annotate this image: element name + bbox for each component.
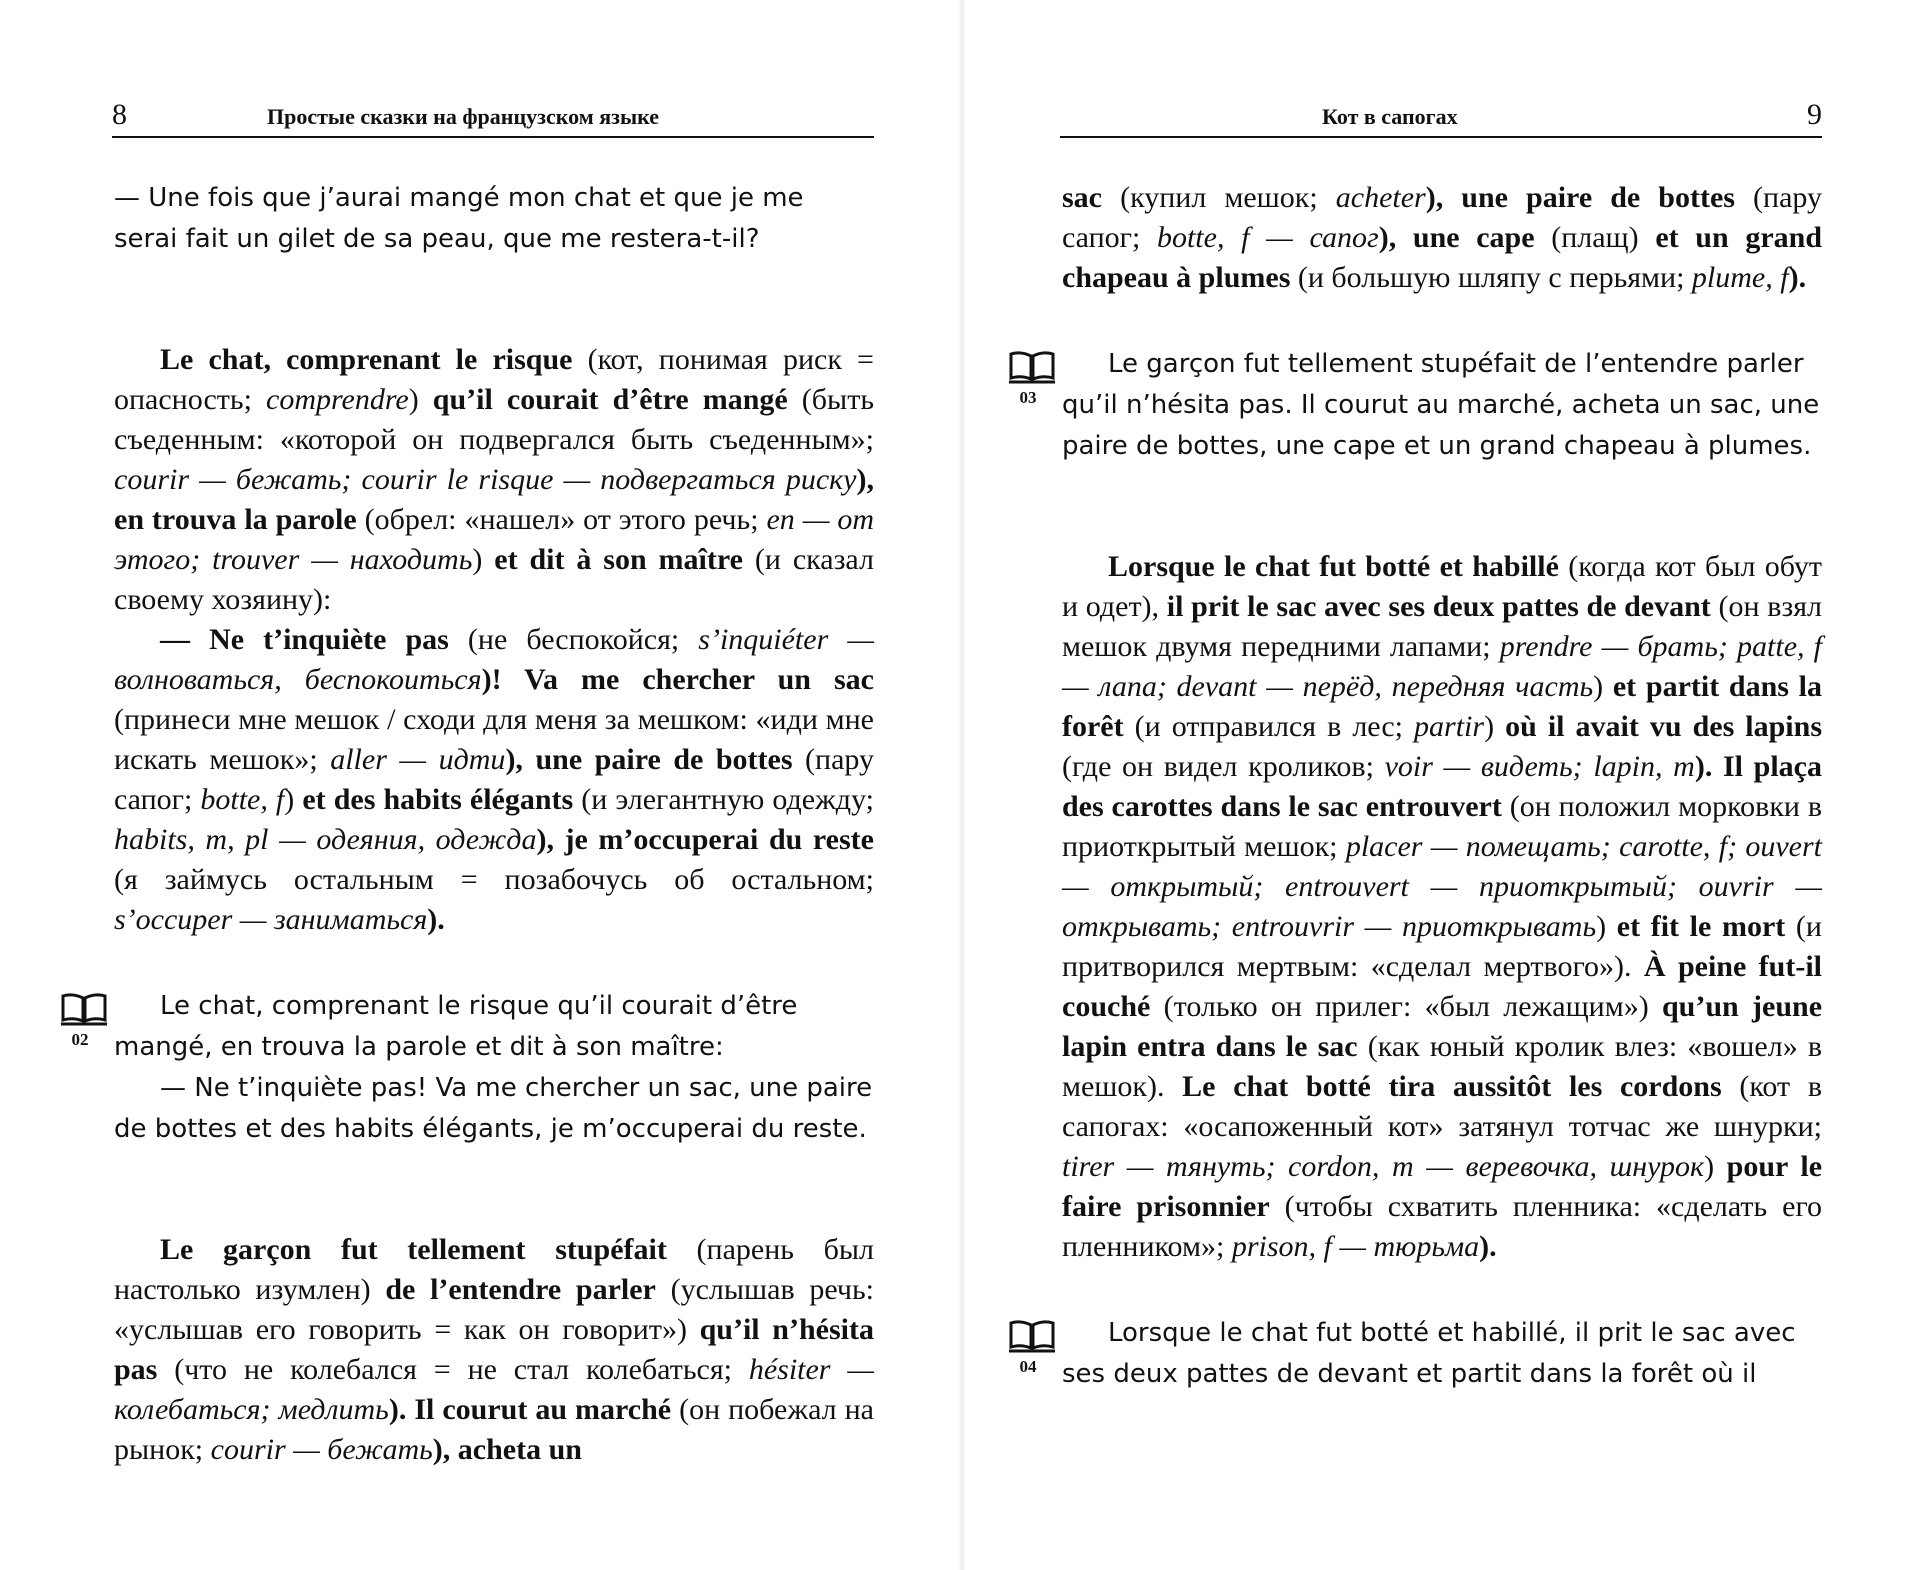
french-text-block <box>71 986 874 1150</box>
opening-dialogue <box>114 178 874 260</box>
french-line: — Ne t’inquiète pas! Va me chercher un sac, une paire <box>160 1073 873 1103</box>
audio-track-marker[interactable] <box>60 992 110 1050</box>
opening-line: serai fait un gilet de sa peau, que me restera-t-il? <box>114 224 760 254</box>
open-book-icon <box>1008 1319 1056 1353</box>
right-page-number: 9 <box>1807 98 1822 131</box>
french-text-block <box>1019 1313 1822 1395</box>
annotated-paragraph: Le chat, comprenant le risque (кот, понимая риск = опасность; comprendre) qu’il courait d’être mangé (быть съеденным: «которой он подвергался быть съеденным»; courir — бежать; courir le risque — подвергаться риску), en trouva la parole (обрел: «нашел» от этого речь; en — от этого; trouver — находить) et dit à son maître (и сказал своему хозяину): <box>114 343 875 616</box>
french-text-block <box>1019 344 1822 467</box>
french-line: Le chat, comprenant le risque qu’il courait d’être <box>160 991 798 1021</box>
french-line: paire de bottes, une cape et un grand chapeau à plumes. <box>1062 431 1812 461</box>
open-book-icon <box>1008 350 1056 384</box>
right-page-header <box>1060 96 1822 138</box>
right-running-title: Кот в сапогах <box>1322 104 1458 129</box>
left-page-body <box>71 178 875 1470</box>
french-line: de bottes et des habits élégants, je m’occuperai du reste. <box>114 1114 867 1144</box>
audio-track-marker[interactable] <box>1008 350 1058 408</box>
audio-track-marker[interactable] <box>1008 1319 1058 1377</box>
annotated-paragraph: Lorsque le chat fut botté et habillé (когда кот был обут и одет), il prit le sac avec ses deux pattes de devant (он взял мешок двумя передними лапами; prendre — брать; patte, f — лапа; devant — перёд, передняя часть) et partit dans la forêt (и отправился в лес; partir) où il avait vu des lapins (где он видел кроликов; voir — видеть; lapin, m). Il plaça des carottes dans le sac entrouvert (он положил морковки в приоткрытый мешок; placer — помещать; carotte, f; ouvert — открытый; entrouvert — приоткрытый; ouvrir — открывать; entrouvrir — приоткрывать) et fit le mort (и притворился мертвым: «сделал мертвого»). À peine fut-il couché (только он прилег: «был лежащим») qu’un jeune lapin entra dans le sac (как юный кролик влез: «вошел» в мешок). Le chat botté tira aussitôt les cordons (кот в сапогах: «осапоженный кот» затянул тотчас же шнурки; tirer — тянуть; cordon, m — веревочка, шнурок) pour le faire prisonnier (чтобы схватить пленника: «сделать его пленником»; prison, f — тюрьма). <box>1062 550 1823 1263</box>
annotated-paragraph: — Ne t’inquiète pas (не беспокойся; s’inquiéter — волноваться, беспокоиться)! Va me chercher un sac (принеси мне мешок / сходи для меня за мешком: «иди мне искать мешок»; aller — идти), une paire de bottes (пару сапог; botte, f) et des habits élégants (и элегантную одежду; habits, m, pl — одеяния, одежда), je m’occuperai du reste (я займусь остальным = позабочусь об остальном; s’occuper — заниматься). <box>114 623 875 936</box>
right-page-body <box>1019 178 1823 1395</box>
track-number: 04 <box>1019 1357 1037 1376</box>
track-number: 03 <box>1019 388 1037 407</box>
left-running-title: Простые сказки на французском языке <box>267 104 660 129</box>
french-line: qu’il n’hésita pas. Il courut au marché, acheta un sac, une <box>1062 390 1820 420</box>
left-page-header <box>112 96 874 138</box>
track-number: 02 <box>71 1030 89 1049</box>
french-line: mangé, en trouva la parole et dit à son maître: <box>114 1032 724 1062</box>
open-book-icon <box>60 992 108 1026</box>
annotated-paragraph: sac (купил мешок; acheter), une paire de bottes (пару сапог; botte, f — сапог), une cape (плащ) et un grand chapeau à plumes (и большую шляпу с перьями; plume, f). <box>1062 181 1823 294</box>
right-page <box>962 0 1924 1570</box>
opening-line: — Une fois que j’aurai mangé mon chat et que je me <box>114 183 804 213</box>
french-line: Le garçon fut tellement stupéfait de l’entendre parler <box>1108 349 1804 379</box>
annotated-paragraph: Le garçon fut tellement stupéfait (парень был настолько изумлен) de l’entendre parler (услышав речь: «услышав его говорить = как он говорит») qu’il n’hésita pas (что не колебался = не стал колебаться; hésiter — колебаться; медлить). Il courut au marché (он побежал на рынок; courir — бежать), acheta un <box>114 1233 875 1466</box>
french-line: Lorsque le chat fut botté et habillé, il prit le sac avec <box>1108 1318 1796 1348</box>
french-line: ses deux pattes de devant et partit dans la forêt où il <box>1062 1359 1757 1389</box>
left-page-number: 8 <box>112 98 127 131</box>
